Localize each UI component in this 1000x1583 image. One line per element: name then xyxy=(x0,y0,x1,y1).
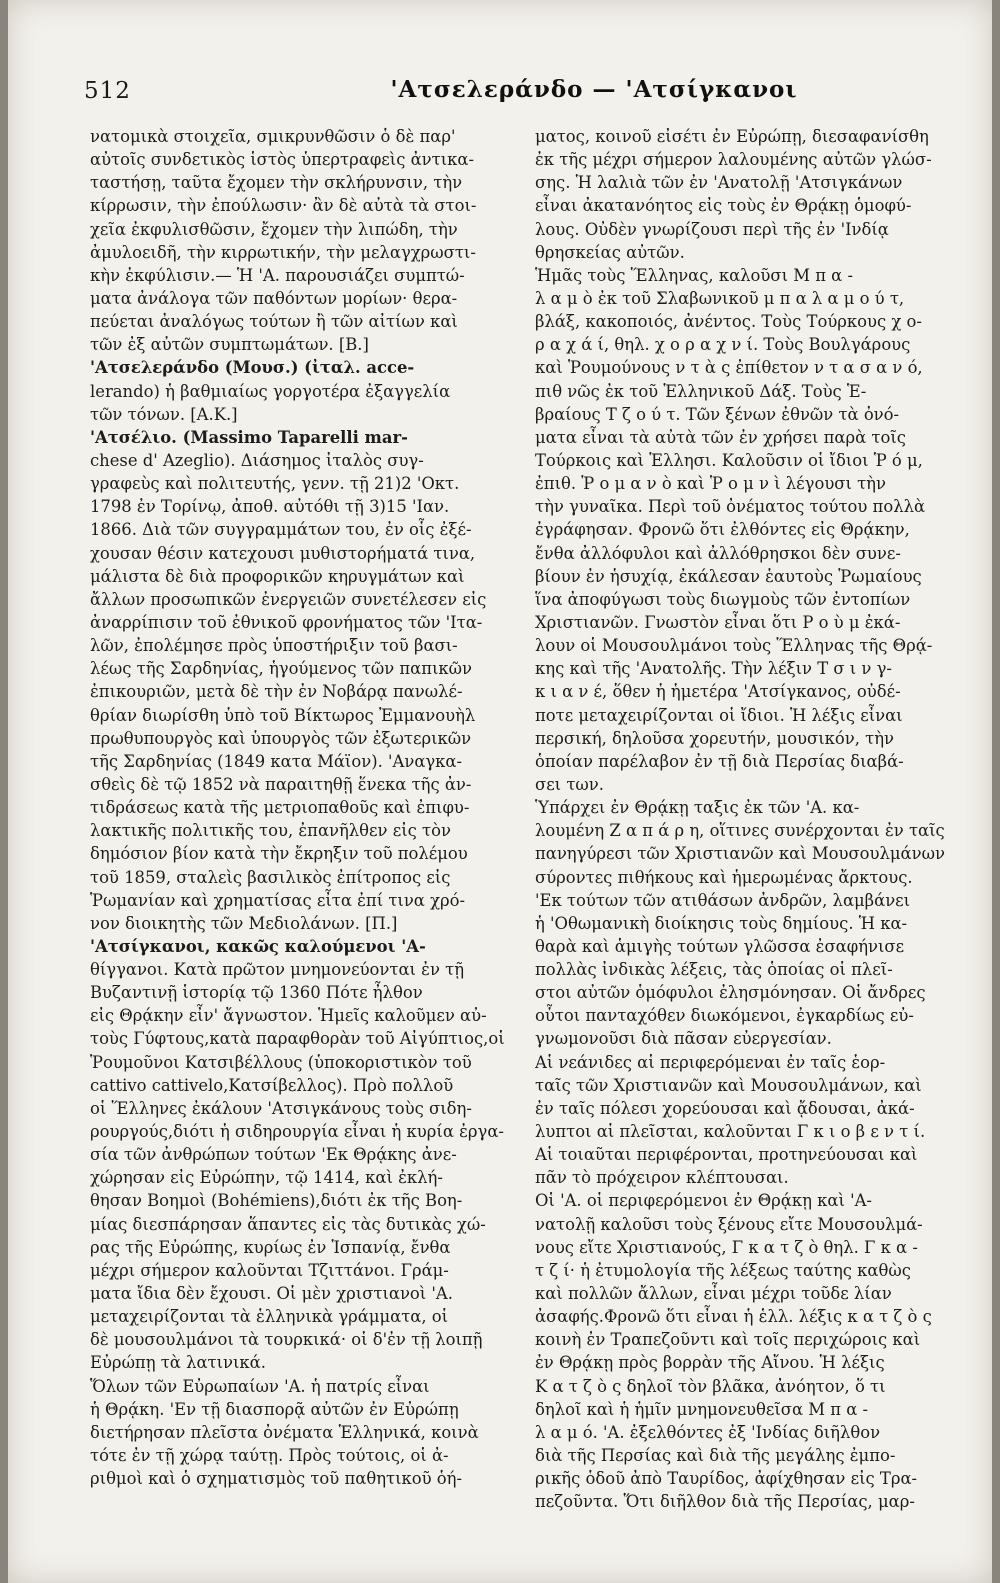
text-line: θρίαν διωρίσθη ὑπὸ τοῦ Βίκτωρος Ἐμμανουὴλ xyxy=(90,705,476,725)
text-line: Ῥωμανίαν καὶ χρηματίσας εἶτα ἐπί τινα χρό- xyxy=(90,890,466,910)
text-line: ματος, κοινοῦ εἰσέτι ἐν Εὐρώπῃ, διεσαφανίσθη xyxy=(535,127,929,146)
text-line: Οἱ 'Α. οἱ περιφερόμενοι ἐν Θρᾴκῃ καὶ 'Α- xyxy=(535,1191,872,1211)
text-line: λῶν, ἐπολέμησε πρὸς ὑποστήριξιν τοῦ βασι- xyxy=(90,636,458,656)
text-line: λ α μ ὸ ἐκ τοῦ Σλαβωνικοῦ μ π α λ α μ ο ύ τ, xyxy=(535,288,905,308)
page-header xyxy=(84,74,944,114)
text-line: ἐγράφησαν. Φρονῶ ὅτι ἐλθόντες εἰς Θρᾴκην, xyxy=(535,520,910,540)
text-line: Ὅλων τῶν Εὐρωπαίων 'Α. ἡ πατρίς εἶναι xyxy=(90,1376,430,1396)
text-line: διετήρησαν πλεῖστα ὀνέματα Ἑλληνικά, κοινὰ xyxy=(90,1422,479,1442)
text-line: ἐν Θρᾴκῃ πρὸς βορρὰν τῆς Αἴνου. Ἡ λέξις xyxy=(535,1353,885,1373)
text-line: σει των. xyxy=(535,774,604,794)
text-line: θρησκείας αὐτῶν. xyxy=(535,242,685,262)
text-line: ἐκ τῆς μέχρι σήμερον λαλουμένης αὐτῶν γλώσ- xyxy=(535,150,932,170)
text-line: θησαν Βοημοὶ (Bohémiens),διότι ἐκ τῆς Βοη- xyxy=(90,1191,463,1211)
text-line: βραίους Τ ζ ο ύ τ. Τῶν ξένων ἐθνῶν τὰ ὀνό- xyxy=(535,404,900,424)
text-line: κ ι α ν έ, ὅθεν ἡ ἡμετέρα 'Ατσίγκανος, οὐδέ- xyxy=(535,682,901,702)
text-line: δημόσιον βίον κατὰ τὴν ἔκρηξιν τοῦ πολέμου xyxy=(90,844,468,864)
text-line: νον διοικητὴς τῶν Μεδιολάνων. [Π.] xyxy=(90,913,398,933)
text-line: ρουργούς,διότι ἡ σιδηρουργία εἶναι ἡ κυρία ἐργα- xyxy=(90,1122,504,1142)
text-line: χεῖα ἐκφυλισθῶσιν, ἔχομεν τὴν λιπώδη, τὴν xyxy=(90,219,458,239)
text-line: ἐπικουριῶν, μετὰ δὲ τὴν ἐν Νοβάρᾳ πανωλέ- xyxy=(90,682,463,702)
text-line: μεταχειρίζονται τὰ ἑλληνικὰ γράμματα, οἱ xyxy=(90,1307,449,1327)
text-line: ρικῆς ὁδοῦ ἀπὸ Ταυρίδος, ἀφίχθησαν εἰς Τρα- xyxy=(535,1469,918,1489)
text-line: σθεὶς δὲ τῷ 1852 νὰ παραιτηθῇ ἕνεκα τῆς ἀν- xyxy=(90,774,472,794)
page-number: 512 xyxy=(84,78,131,104)
text-line: βίουν ἐν ἡσυχίᾳ, ἐκάλεσαν ἑαυτοὺς Ῥωμαίους xyxy=(535,566,922,586)
text-line: νατομικὰ στοιχεῖα, σμικρυνθῶσιν ὁ δὲ παρ' xyxy=(90,127,456,146)
left-column xyxy=(90,125,516,1565)
text-line: τιδράσεως κατὰ τῆς μετριοπαθοῦς καὶ ἐπιφυ- xyxy=(90,798,470,818)
text-line: τοῦ 1859, σταλεὶς βασιλικὸς ἐπίτροπος εἰς xyxy=(90,867,451,887)
text-line: καὶ πολλῶν ἄλλων, εἶναι μέχρι τοῦδε λίαν xyxy=(535,1284,892,1304)
text-line: περσική, δηλοῦσα χορευτήν, μουσικόν, τὴν xyxy=(535,728,894,748)
text-line: Χριστιανῶν. Γνωστὸν εἶναι ὅτι Ρ ο ὺ μ ἐκά- xyxy=(535,612,901,632)
text-line: καὶ Ῥουμούνους ν τ ὰ ς ἐπίθετον ν τ α σ α ν ό, xyxy=(535,358,923,378)
text-line: Τούρκοις καὶ Ἑλλησι. Καλοῦσιν οἱ ἴδιοι Ῥ ό μ, xyxy=(535,450,923,470)
text-line: λυπτοι αἱ πλεῖσται, καλοῦνται Γ κ ι ο β ε ν τ ί. xyxy=(535,1122,926,1142)
text-line: πᾶν τὸ πρόχειρον κλέπτουσαι. xyxy=(535,1168,789,1188)
text-line: διὰ τῆς Περσίας καὶ διὰ τῆς μεγάλης ἐμπο- xyxy=(535,1446,896,1466)
text-line: χώρησαν εἰς Εὐρώπην, τῷ 1414, καὶ ἐκλή- xyxy=(90,1168,443,1188)
text-line: ρ α χ ά ί, θηλ. χ ο ρ α χ ν ί. Τοὺς Βουλγάρους xyxy=(535,335,911,355)
text-line: γραφεὺς καὶ πολιτευτής, γενν. τῇ 21)2 'Οκτ. xyxy=(90,474,460,494)
text-line: νατολῇ καλοῦσι τοὺς ξένους εἴτε Μουσουλμά- xyxy=(535,1214,923,1234)
text-line: σης. Ἡ λαλιὰ τῶν ἐν 'Ανατολῇ 'Ατσιγκάνων xyxy=(535,173,903,193)
text-line: δὲ μουσουλμάνοι τὰ τουρκικά· οἱ δ'ἐν τῇ λοιπῇ xyxy=(90,1330,483,1350)
text-line: λακτικῆς πολιτικῆς του, ἐπανῆλθεν εἰς τὸν xyxy=(90,821,451,841)
text-line: ματα ἴδια δὲν ἔχουσι. Οἱ μὲν χριστιανοὶ 'Α. xyxy=(90,1284,453,1304)
text-line: ἐν ταῖς πόλεσι χορεύουσαι καὶ ᾄδουσαι, ἀκά- xyxy=(535,1098,915,1118)
text-line: ρας τῆς Εὐρώπης, κυρίως ἐν Ἱσπανίᾳ, ἔνθα xyxy=(90,1237,451,1257)
text-line: λέως τῆς Σαρδηνίας, ἡγούμενος τῶν παπικῶν xyxy=(90,659,472,679)
text-line: τῆς Σαρδηνίας (1849 κατα Μάϊον). 'Αναγκα- xyxy=(90,751,463,771)
text-line: Βυζαντινῇ ἱστορίᾳ τῷ 1360 Πότε ἦλθον xyxy=(90,983,423,1003)
text-line: Ῥουμοῦνοι Κατσιβέλλους (ὑποκοριστικὸν τοῦ xyxy=(90,1052,472,1072)
text-line: χουσαν θέσιν κατεχουσι μυθιστορήματά τινα, xyxy=(90,543,476,563)
text-line: Αἱ νεάνιδες αἱ περιφερόμεναι ἐν ταῖς ἑορ- xyxy=(535,1052,886,1072)
text-line: 'Ατσελεράνδο (Μουσ.) (ἰταλ. acce- xyxy=(90,358,415,378)
text-line: τ ζ ί· ἡ ἐτυμολογία τῆς λέξεως ταύτης καθὼς xyxy=(535,1260,911,1280)
text-line: μίας διεσπάρησαν ἅπαντες εἰς τὰς δυτικὰς χώ- xyxy=(90,1214,486,1234)
text-line: γνωμονοῦσι διὰ πᾶσαν εὐεργεσίαν. xyxy=(535,1029,832,1049)
text-line: 'Ατσίγκανοι, κακῶς καλούμενοι 'Α- xyxy=(90,936,426,956)
text-line: chese d' Azeglio). Διάσημος ἰταλὸς συγ- xyxy=(90,450,424,470)
text-line: νους εἴτε Χριστιανούς, Γ κ α τ ζ ὸ θηλ. Γ κ α - xyxy=(535,1237,918,1257)
text-line: ἐπιθ. Ῥ ο μ α ν ὸ καὶ Ῥ ο μ ν ὶ λέγουσι τὴν xyxy=(535,474,886,494)
text-line: ἄλλων προσωπικῶν ἐνεργειῶν συνετέλεσεν εἰς xyxy=(90,589,487,609)
text-line: θίγγανοι. Κατὰ πρῶτον μνημονεύονται ἐν τῇ xyxy=(90,960,465,980)
text-line: Αἱ τοιαῦται περιφέρονται, προτηνεύουσαι καὶ xyxy=(535,1145,918,1165)
text-line: πανηγύρεσι τῶν Χριστιανῶν καὶ Μουσουλμάνων xyxy=(535,844,945,864)
text-line: 'Εκ τούτων τῶν ατιθάσων ἀνδρῶν, λαμβάνει xyxy=(535,890,911,910)
text-line: 1798 ἐν Τορίνῳ, ἀποθ. αὐτόθι τῇ 3)15 'Ιαν. xyxy=(90,497,450,517)
text-line: αὐτοῖς συνδετικὸς ἱστὸς ὑπερτραφεὶς ἀντικα- xyxy=(90,150,474,170)
text-line: lerando) ἡ βαθμιαίως γοργοτέρα ἐξαγγελία xyxy=(90,381,451,401)
text-line: λουμένη Ζ α π ά ρ η, οἵτινες συνέρχονται ἐν ταῖς xyxy=(535,821,945,841)
text-line: κης καὶ τῆς 'Ανατολῆς. Τὴν λέξιν Τ σ ι ν γ- xyxy=(535,659,892,679)
text-line: κὴν ἐκφύλισιν.— Ἡ 'Α. παρουσιάζει συμπτώ- xyxy=(90,265,465,285)
text-line: οὗτοι πανταχόθεν διωκόμενοι, ἐγκαρδίως εὐ- xyxy=(535,1006,914,1026)
text-line: ποτε μεταχειρίζονται οἱ ἴδιοι. Ἡ λέξις εἶναι xyxy=(535,705,903,725)
text-line: ἀμυλοειδῆ, τὴν κιρρωτικήν, τὴν μελαγχρωστι- xyxy=(90,242,476,262)
text-line: μέχρι σήμερον καλοῦνται Τζιττάνοι. Γράμ- xyxy=(90,1260,449,1280)
text-line: ἡ Θρᾴκη. 'Εν τῇ διασπορᾷ αὐτῶν ἐν Εὐρώπῃ xyxy=(90,1399,459,1419)
text-line: πεζοῦντα. Ὅτι διῆλθον διὰ τῆς Περσίας, μαρ- xyxy=(535,1492,915,1512)
text-line: θαρὰ καὶ ἁμιγὴς τούτων γλῶσσα ἐσαφήνισε xyxy=(535,936,905,956)
text-line: Κ α τ ζ ὸ ς δηλοῖ τὸν βλᾶκα, ἀνόητον, ὅ τι xyxy=(535,1376,886,1396)
right-column xyxy=(535,125,961,1565)
text-line: λους. Οὐδὲν γνωρίζουσι περὶ τῆς ἐν 'Ινδίᾳ xyxy=(535,219,889,239)
text-line: τῶν ἐξ αὐτῶν συμπτωμάτων. [Β.] xyxy=(90,335,369,355)
text-line: πολλὰς ἰνδικὰς λέξεις, τὰς ὁποίας οἱ πλεῖ- xyxy=(535,960,893,980)
text-line: οἱ Ἕλληνες ἐκάλουν 'Ατσιγκάνους τοὺς σιδη- xyxy=(90,1098,472,1118)
text-line: 'Ατσέλιο. (Massimo Taparelli mar- xyxy=(90,427,408,447)
text-line: σύροντες πιθήκους καὶ ἡμερωμένας ἄρκτους. xyxy=(535,867,913,887)
text-line: σία τῶν ἀνθρώπων τούτων 'Εκ Θρᾴκης ἀνε- xyxy=(90,1145,457,1165)
text-line: δηλοῖ καὶ ἡ ἡμῖν μνημονευθεῖσα Μ π α - xyxy=(535,1399,869,1419)
text-line: εἶναι ἀκατανόητος εἰς τοὺς ἐν Θρᾴκῃ ὁμοφύ- xyxy=(535,196,912,216)
text-line: Ὑπάρχει ἐν Θρᾴκῃ ταξις ἐκ τῶν 'Α. κα- xyxy=(535,798,860,818)
text-line: πεύεται ἀναλόγως τούτων ἢ τῶν αἰτίων καὶ xyxy=(90,312,458,332)
text-line: βλάξ, κακοποιός, ἀνέντος. Τοὺς Τούρκους χ ο- xyxy=(535,312,922,332)
text-line: λουν οἱ Μουσουλμάνοι τοὺς Ἕλληνας τῆς Θρᾴ- xyxy=(535,636,933,656)
text-line: τοὺς Γύφτους,κατὰ παραφθορὰν τοῦ Αἰγύπτιος,οἱ xyxy=(90,1029,505,1049)
text-line: ἡ 'Οθωμανικὴ διοίκησις τοὺς δημίους. Ἡ κα- xyxy=(535,913,908,933)
running-title: 'Ατσελεράνδο — 'Ατσίγκανοι xyxy=(390,76,798,103)
text-line: ματα ἀνάλογα τῶν παθόντων μορίων· θερα- xyxy=(90,288,458,308)
text-line: Ἡμᾶς τοὺς Ἕλληνας, καλοῦσι Μ π α - xyxy=(535,265,854,285)
text-line: ριθμοὶ καὶ ὁ σχηματισμὸς τοῦ παθητικοῦ ὁή- xyxy=(90,1469,463,1489)
text-line: λ α μ ό. 'Α. ἐξελθόντες ἐξ 'Ινδίας διῆλθον xyxy=(535,1422,881,1442)
text-line: μάλιστα δὲ διὰ προφορικῶν κηρυγμάτων καὶ xyxy=(90,566,465,586)
text-line: εἰς Θρᾴκην εἶν' ἄγνωστον. Ἡμεῖς καλοῦμεν αὐ- xyxy=(90,1006,487,1026)
text-line: ἵνα ἀποφύγωσι τοὺς διωγμοὺς τῶν ἐντοπίων xyxy=(535,589,911,609)
text-line: ὁποίαν παρέλαβον ἐν τῇ διὰ Περσίας διαβά- xyxy=(535,751,904,771)
text-line: πιθ νῶς ἐκ τοῦ Ἑλληνικοῦ Δάξ. Τοὺς Ἑ- xyxy=(535,381,867,401)
text-line: cattivo cattivelo,Κατσίβελλος). Πρὸ πολλοῦ xyxy=(90,1075,454,1095)
text-line: πρωθυπουργὸς καὶ ὑπουργὸς τῶν ἐξωτερικῶν xyxy=(90,728,472,748)
text-line: ἔνθα ἀλλόφυλοι καὶ ἀλλόθρησκοι δὲν συνε- xyxy=(535,543,901,563)
page xyxy=(8,0,992,1583)
text-line: κίρρωσιν, τὴν ἐπούλωσιν· ἂν δὲ αὐτὰ τὰ στοι- xyxy=(90,196,477,216)
text-line: ἀναρρίπισιν τοῦ ἐθνικοῦ φρονήματος τῶν 'Ιτα- xyxy=(90,612,483,632)
text-line: ἀσαφής.Φρονῶ ὅτι εἶναι ἡ ἑλλ. λέξις κ α τ ζ ὸ ς xyxy=(535,1307,932,1327)
text-line: 1866. Διὰ τῶν συγγραμμάτων του, ἐν οἷς ἐξέ- xyxy=(90,520,472,540)
text-line: τότε ἐν τῇ χώρᾳ ταύτῃ. Πρὸς τούτοις, οἱ ἀ- xyxy=(90,1446,449,1466)
text-line: Εὐρώπῃ τὰ λατινικά. xyxy=(90,1353,266,1373)
text-line: τὴν γυναῖκα. Περὶ τοῦ ὀνέματος τούτου πολλὰ xyxy=(535,497,926,517)
text-line: τῶν τόνων. [Α.Κ.] xyxy=(90,404,238,424)
text-line: κοινὴ ἐν Τραπεζοῦντι καὶ τοῖς περιχώροις καὶ xyxy=(535,1330,921,1350)
text-line: ταῖς τῶν Χριστιανῶν καὶ Μουσουλμάνων, καὶ xyxy=(535,1075,922,1095)
text-line: στοι αὐτῶν ὁμόφυλοι ἐλησμόνησαν. Οἱ ἄνδρες xyxy=(535,983,926,1003)
text-line: ματα εἶναι τὰ αὐτὰ τῶν ἐν χρήσει παρὰ τοῖς xyxy=(535,427,906,447)
text-line: ταστήσῃ, ταῦτα ἔχομεν τὴν σκλήρυνσιν, τὴν xyxy=(90,173,463,193)
